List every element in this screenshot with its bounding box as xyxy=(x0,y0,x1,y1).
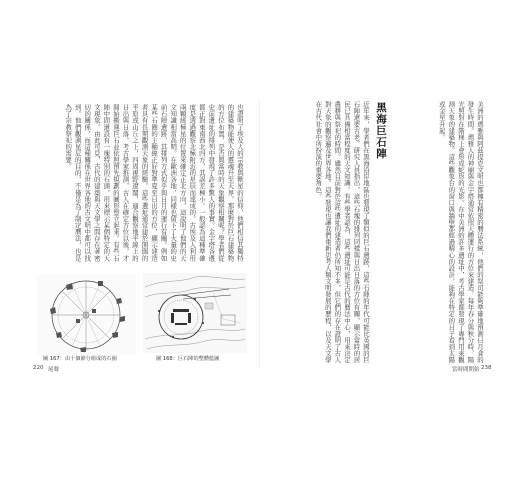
right-page-text-top: 美洲的瑪雅與阿茲提克文明也都擁有精密的曆法系統，他們的祭司能夠準確地預測日月食的發生時間。瑪雅人的神廟與金字塔通常依照天體運行的方位來建造，每年春分與秋分時，陽光照射在階梯上會形成蛇形的光影。在中美洲的許多遺址中，考古學家都發現了專門用來觀測天象的建築物。這些觀象台的窗口與牆壁都經過精心的設計，能夠在特定的日子看到太陽或金星升起。 xyxy=(437,101,484,363)
section-heading: 黑海巨石陣 xyxy=(375,102,387,160)
stone-circle-figure xyxy=(36,275,136,355)
left-page-number: 220 xyxy=(33,365,44,371)
left-running-head: 尾聲 xyxy=(48,367,60,373)
right-page-number: 238 xyxy=(481,365,492,371)
left-page-body-text: 也證明了埃及人的宗教與獸星的信仰，他們相信其獨特的建築物能使人的靈魂升至天界。那麼對於巨石建築物的方位布置，是否與當時的天象觀察相關呢？學者們從史前遺址的排列中發現了許多驚人的事實。金字塔各邊都正對東南西北四方，其誤差極小。一般認為這種準確度是透過觀察北極附近的星辰而達成的。古埃及人利用兩顆繞極星的位置來確定正北方向，這說明了他們的天文知識相當高明。在歐洲各地，同樣也留下了大量的史前石陣遺跡，其排列方式似乎與日月的運行有關。例如某些石圈的主軸線正好對準夏至日出的方位，顯示建造者具有長期觀測天象的經驗。這些遺址通常建於開闊的平原或山丘之上，四周視野遼闊，適合觀察地平線上的日出與日落。考古學家推測，古人在確定方位以後，才開始搬運巨石並依照預先規劃的圖形豎立起來。有些石陣中間還設有一塊特別的石頭，用來標示某個特定的天文現象。由此可見，古代的建築與天文學之間存在著密切的關係，而這種關係在世界各地的古文明中都可以找到。他們觀測星辰的目的，不僅是為了制定曆法，也是為了宗教祭祀的需要。 xyxy=(64,104,244,262)
figure-167-caption: 圖 167：由十個節分組成的石圈 xyxy=(43,356,117,362)
gutter xyxy=(259,100,260,368)
right-page-text-bottom: 近年來，學者們在黑海沿岸地區也發現了類似的巨石遺跡，這些石陣的年代可能比英國的巨石陣還要古老。研究人員指出，這些石塊的排列同樣與日出日落的方位有關，顯示當時的居民已具備相當程度的天文知識。有些學者認為，這些遺址可能是古代的曆法中心，用來決定農耕與祭祀的時間。雖然目前對於這些遺址的建造者仍所知不多，但它們的存在證明了古人對天象的觀察遍及世界各地。這些發現也讓我們重新思考人類文明發展的歷程，以及天文學在古代社會中所扮演的重要角色。 xyxy=(314,101,370,363)
figure-168-caption: 圖 168：巨石陣的整體藍圖 xyxy=(156,356,220,362)
right-running-head: 當時間開始 xyxy=(452,367,480,373)
stonehenge-plan-figure xyxy=(143,273,247,353)
